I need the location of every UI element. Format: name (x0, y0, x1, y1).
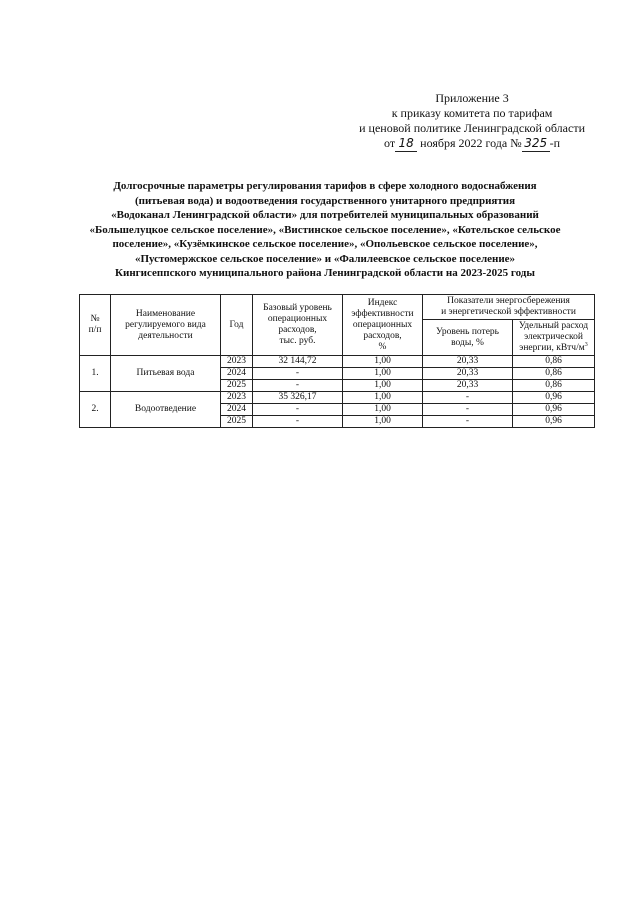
document-title (60, 179, 590, 281)
row-number: 1. (80, 356, 111, 392)
appendix-order-line: к приказу комитета по тарифам (391, 106, 553, 120)
cell-power-consumption: 0,86 (513, 368, 595, 380)
table-header-row (80, 295, 595, 320)
row-activity: Водоотведение (111, 392, 221, 428)
cell-year: 2024 (221, 368, 253, 380)
cell-efficiency-index: 1,00 (343, 368, 423, 380)
order-suffix: -п (549, 136, 561, 150)
cell-base-level: 35 326,17 (253, 392, 343, 404)
cell-base-level: - (253, 416, 343, 428)
cell-base-level: 32 144,72 (253, 356, 343, 368)
title-line: Долгосрочные параметры регулирования тарифов в сфере холодного водоснабжения (113, 180, 537, 192)
cell-power-consumption: 0,96 (513, 404, 595, 416)
cell-water-loss: - (423, 416, 513, 428)
header-energy-group: Показатели энергосбережения и энергетической эффективности (423, 295, 595, 320)
cell-power-consumption: 0,96 (513, 392, 595, 404)
cell-water-loss: 20,33 (423, 356, 513, 368)
table-body (80, 356, 595, 428)
cell-water-loss: 20,33 (423, 368, 513, 380)
cell-efficiency-index: 1,00 (343, 392, 423, 404)
order-number: 325 (522, 136, 550, 152)
header-efficiency-index: Индекс эффективности операционных расходов, % (343, 295, 423, 356)
appendix-date-line (359, 136, 585, 152)
header-base-level: Базовый уровень операционных расходов, тыс. руб. (253, 295, 343, 356)
date-day: 18 (395, 136, 417, 152)
appendix-title: Приложение 3 (435, 91, 509, 105)
cell-base-level: - (253, 380, 343, 392)
cell-year: 2025 (221, 380, 253, 392)
cell-efficiency-index: 1,00 (343, 404, 423, 416)
row-activity: Питьевая вода (111, 356, 221, 392)
header-power-consumption: Удельный расход электрической энергии, кВтч/$м^3$ (513, 320, 595, 356)
cell-power-consumption: 0,86 (513, 356, 595, 368)
table-row (80, 356, 595, 368)
date-prefix: от (384, 136, 396, 150)
cell-base-level: - (253, 368, 343, 380)
cell-power-consumption: 0,86 (513, 380, 595, 392)
appendix-header (359, 91, 585, 152)
cell-water-loss: 20,33 (423, 380, 513, 392)
cell-efficiency-index: 1,00 (343, 416, 423, 428)
title-line: «Водоканал Ленинградской области» для потребителей муниципальных образований (111, 209, 539, 221)
cell-power-consumption: 0,96 (513, 416, 595, 428)
cell-year: 2024 (221, 404, 253, 416)
cell-water-loss: - (423, 404, 513, 416)
header-activity: Наименование регулируемого вида деятельности (111, 295, 221, 356)
parameters-table (79, 294, 595, 428)
cell-water-loss: - (423, 392, 513, 404)
title-line: «Большелуцкое сельское поселение», «Вистинское сельское поселение», «Котельское сельское (89, 223, 561, 236)
title-line: поселение», «Кузёмкинское сельское поселение», «Опольевское сельское поселение», (112, 238, 538, 250)
appendix-committee-line: и ценовой политике Ленинградской области (359, 121, 585, 135)
header-number: № п/п (80, 295, 111, 356)
title-line: Кингисеппского муниципального района Ленинградской области на 2023-2025 годы (115, 267, 535, 279)
header-year: Год (221, 295, 253, 356)
title-line: «Пустомержское сельское поселение» и «Фалилеевское сельское поселение» (134, 252, 516, 265)
cell-year: 2023 (221, 356, 253, 368)
cell-base-level: - (253, 404, 343, 416)
date-month-year: ноября 2022 года № (420, 136, 522, 150)
cell-year: 2025 (221, 416, 253, 428)
cell-efficiency-index: 1,00 (343, 356, 423, 368)
cell-year: 2023 (221, 392, 253, 404)
title-line: (питьевая вода) и водоотведения государственного унитарного предприятия (134, 194, 516, 207)
table-row (80, 392, 595, 404)
header-water-loss: Уровень потерь воды, % (423, 320, 513, 356)
cell-efficiency-index: 1,00 (343, 380, 423, 392)
row-number: 2. (80, 392, 111, 428)
